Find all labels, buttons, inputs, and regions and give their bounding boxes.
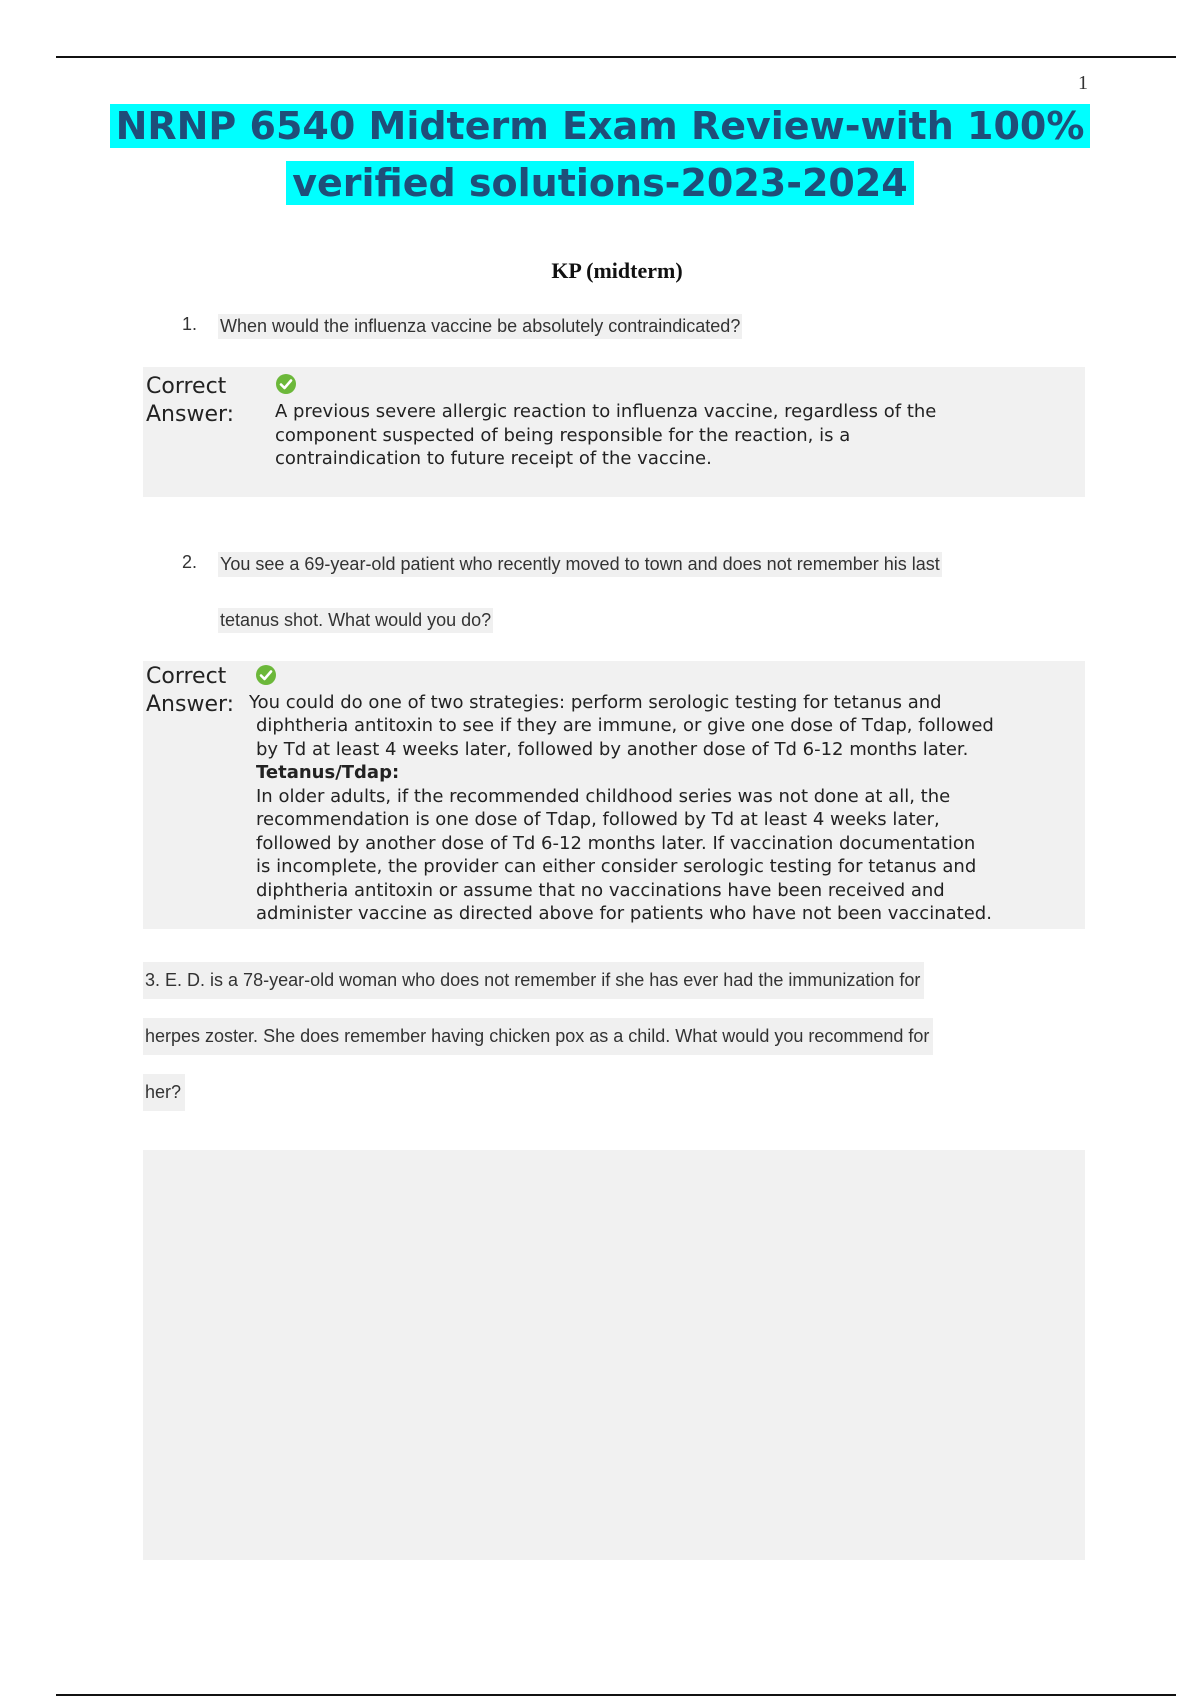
page-title [0, 98, 1200, 212]
page-number: 1 [1078, 72, 1088, 94]
question-text-line: her? [143, 1074, 185, 1111]
question-text-line: You see a 69-year-old patient who recently moved to town and does not remember his last [218, 552, 942, 577]
question-text-line: tetanus shot. What would you do? [218, 608, 493, 633]
answer-box-2 [143, 661, 1085, 929]
question-text-line-1: E. D. is a 78-year-old woman who does not remember if she has ever had the immunization for [165, 970, 921, 990]
bottom-rule [56, 1694, 1176, 1696]
question-number: 2. [182, 552, 198, 572]
answer-box-1 [143, 367, 1085, 497]
answer-label-answer: Answer: [146, 692, 235, 717]
question-number: 3. [145, 970, 161, 990]
page-title-line-1: NRNP 6540 Midterm Exam Review-with 100% [110, 104, 1091, 148]
answer-line: diphtheria antitoxin to see if they are immune, or give one dose of Tdap, followed [256, 715, 994, 736]
page-title-line-2: verified solutions-2023-2024 [286, 161, 914, 205]
question-text-line [143, 962, 924, 999]
question-number: 1. [182, 314, 198, 334]
question-text: When would the influenza vaccine be absolutely contraindicated? [218, 314, 742, 339]
answer-line: administer vaccine as directed above for patients who have not been vaccinated. [256, 903, 992, 924]
answer-line: followed by another dose of Td 6-12 months later. If vaccination documentation [256, 832, 976, 854]
answer-line: diphtheria antitoxin or assume that no vaccinations have been received and [256, 879, 945, 901]
answer-label-correct: Correct [146, 374, 227, 399]
answer-line: A previous severe allergic reaction to influenza vaccine, regardless of the [275, 401, 937, 422]
answer-box-3 [143, 1150, 1085, 1560]
question-2 [182, 552, 1082, 642]
top-rule [56, 56, 1176, 58]
answer-line: is incomplete, the provider can either consider serologic testing for tetanus and [256, 856, 977, 877]
answer-first-line: You could do one of two strategies: perform serologic testing for tetanus and [249, 692, 942, 713]
question-1 [182, 314, 1082, 344]
question-3 [143, 962, 1063, 1132]
answer-line: recommendation is one dose of Tdap, followed by Td at least 4 weeks later, [256, 809, 940, 830]
answer-text [275, 400, 936, 471]
section-subtitle: KP (midterm) [551, 258, 683, 283]
answer-line: In older adults, if the recommended childhood series was not done at all, the [256, 785, 951, 807]
check-circle-icon [276, 374, 296, 394]
answer-line: component suspected of being responsible for the reaction, is a [275, 424, 851, 446]
answer-label-answer: Answer: [146, 402, 235, 427]
answer-line: contraindication to future receipt of the vaccine. [275, 448, 712, 469]
question-text-line: herpes zoster. She does remember having chicken pox as a child. What would you recommend for [143, 1018, 933, 1055]
answer-line: by Td at least 4 weeks later, followed by another dose of Td 6-12 months later. [256, 738, 969, 760]
answer-label-correct: Correct [146, 664, 227, 689]
check-circle-icon [256, 665, 276, 685]
answer-text [256, 714, 994, 926]
answer-heading: Tetanus/Tdap: [256, 762, 400, 783]
